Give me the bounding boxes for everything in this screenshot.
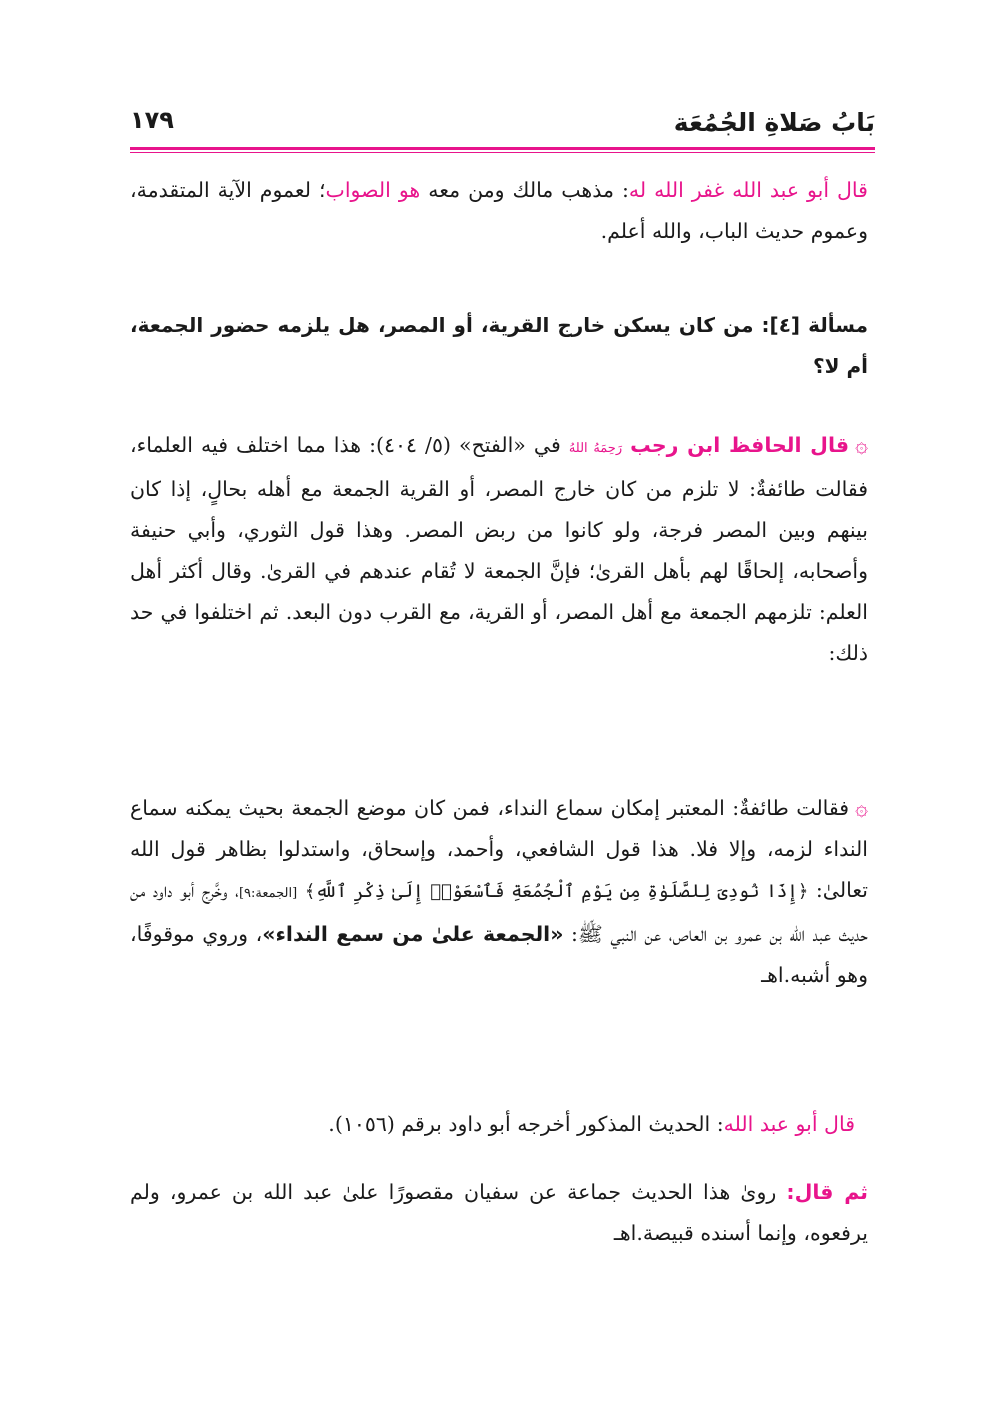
running-header [130,104,875,144]
paragraph-author-opinion [130,170,868,252]
header-rule-thin [130,152,875,153]
paragraph-then-he-said [130,1172,868,1254]
chapter-title: بَابُ صَلاةِ الجُمُعَة [673,108,875,137]
paragraph-ibn-rajab [130,425,868,674]
text-segment: ؛ لعموم الآية المتقدمة، وعموم حديث الباب، والله أعلم. [130,178,868,243]
text-segment: : مذهب مالك ومن معه [420,178,629,202]
text-segment: : الحديث المذكور أخرجه أبو داود برقم (١٠٥٦). [328,1112,724,1136]
header-rule [130,147,875,150]
text-segment: في «الفتح» (٥/ ٤٠٤): هذا مما اختلف فيه العلماء، فقالت طائفةٌ: لا تلزم من كان خارج المصر، أو القرية الجمعة مع أهله بحالٍ، إذا كان بينهم وبين المصر فرجة، ولو كانوا من ربض المصر. وهذا قول الثوري، وأبي حنيفة وأصحابه، إلحاقًا لهم بأهل القرىٰ؛ فإنَّ الجمعة لا تُقام عندهم في القرىٰ. وقال أكثر أهل العلم: تلزمهم الجمعة مع أهل المصر، أو القرية، مع القرب دون البعد. ثم اختلفوا في حد ذلك: [130,433,868,665]
flower-ornament-icon: ۞ [855,796,868,821]
text-segment: ، وخَّرج أبو داود من حديث عبد الله بن عمرو بن العاص، عن النبي ﷺ: [130,878,868,946]
verse-reference: [الجمعة:٩] [238,886,298,901]
quran-verse: ﴿إِذَا نُودِىَ لِلصَّلَوٰةِ مِن يَوْمِ ٱلْجُمُعَةِ فَٱسْعَوْا۟ إِلَىٰ ذِكْرِ ٱللَّهِ﴾ [304,881,809,902]
hadith-text: «الجمعة علىٰ من سمع النداء» [262,922,564,946]
paragraph-first-group [130,788,868,996]
text-segment: ، وروي موقوفًا، وهو أشبه.اهـ [130,922,868,987]
text-segment: فقالت طائفةٌ: المعتبر إمكان سماع النداء، فمن كان موضع الجمعة بحيث يمكنه سماع النداء لزمه، وإلا فلا. هذا قول الشافعي، وأحمد، وإسحاق، واستدلوا بظاهر قول الله تعالىٰ: [130,796,868,902]
flower-ornament-icon: ۞ [855,433,868,458]
author-attribution: قال أبو عبد الله غفر الله له [628,178,868,202]
text-segment: روىٰ هذا الحديث جماعة عن سفيان مقصورًا علىٰ عبد الله بن عمرو، ولم يرفعوه، وإنما أسنده قبيصة.اهـ [130,1180,868,1245]
lead-phrase: ثم قال: [786,1180,868,1204]
correct-opinion: هو الصواب [325,178,421,202]
honorific: رَحِمَهُ اللهُ [568,441,623,456]
speaker-name: قال الحافظ ابن رجب [630,433,850,457]
paragraph-hadith-source [130,1104,855,1145]
author-attribution: قال أبو عبد الله [723,1112,855,1136]
issue-heading: مسألة [٤]: من كان يسكن خارج القرية، أو المصر، هل يلزمه حضور الجمعة، أم لا؟ [130,313,868,378]
page-number: ١٧٩ [130,106,174,134]
